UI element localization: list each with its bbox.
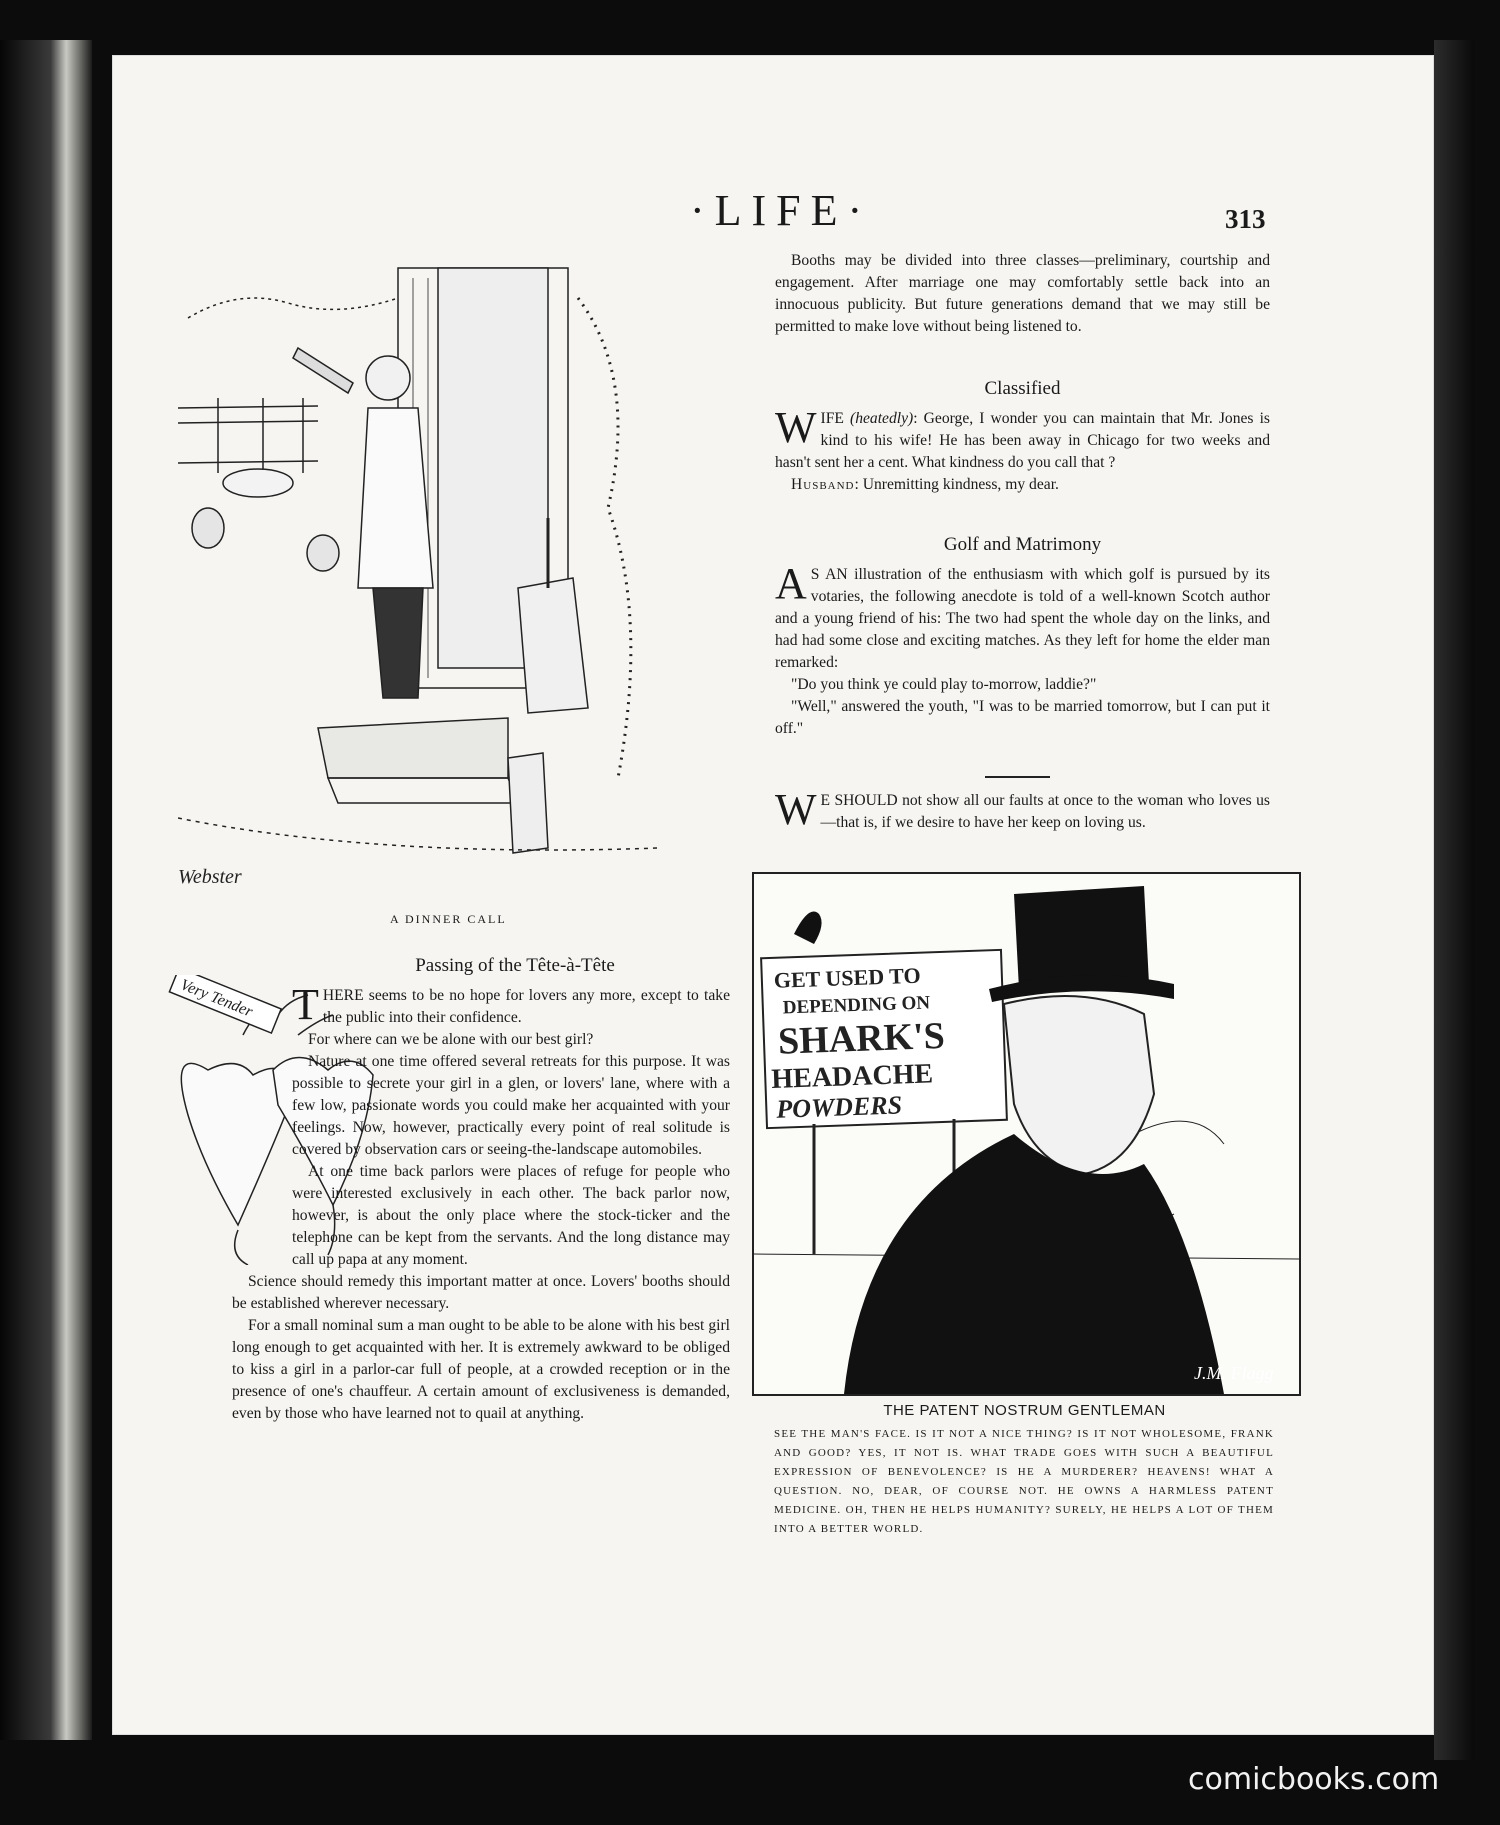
cartoon-caption-text: SEE THE MAN'S FACE. IS IT NOT A NICE THING? IS IT NOT WHOLESOME, FRANK AND GOOD? YES, IT NOT IS. WHAT TRADE GOES WITH SUCH A BEAUTIFUL EXPRESSION OF BENEVOLENCE? IS HE A MURDERER? HEAVENS! WHAT A QUESTION. NO, DEAR, OF COURSE NOT. HE OWNS A HARMLESS PATENT MEDICINE. OH, THEN HE HELPS HUMANITY? SURELY, HE HELPS A LOT OF THEM INTO A BETTER WORLD. [774, 1428, 1274, 1535]
tete-paragraph-1: THERE seems to be no hope for lovers any more, except to take the public into their confidence. [292, 980, 730, 1029]
tete-paragraph-3: Nature at one time offered several retreats for this purpose. It was possible to secrete your girl in a glen, or lovers' lane, where with a few low, passionate words you could make her acquainted with your feelings. Now, however, practically every point of real solitude is covered by observation cars or seeing-the-landscape automobiles. [292, 1053, 730, 1158]
watermark: comicbooks.com [1188, 1762, 1440, 1797]
page-number: 313 [1225, 204, 1266, 234]
sign-line-5: POWDERS [775, 1090, 903, 1124]
artist-signature: Webster [178, 866, 242, 888]
golf-paragraph-2: "Do you think ye could play to-morrow, laddie?" [791, 676, 1097, 693]
golf-paragraph-3: "Well," answered the youth, "I was to be married tomorrow, but I can put it off." [775, 698, 1270, 737]
sign-line-4: HEADACHE [770, 1058, 934, 1095]
classified-heading: Classified [984, 378, 1061, 399]
sign-line-1: GET USED TO [773, 962, 921, 993]
golf-article [775, 559, 1270, 740]
we-should-paragraph: W E SHOULD not show all our faults at once to the woman who loves us—that is, if we desire to have her keep on loving us. [775, 785, 1270, 834]
section-divider [985, 776, 1050, 778]
very-tender-tag: Very Tender [177, 976, 256, 1021]
drop-cap: W [775, 403, 817, 452]
golf-heading: Golf and Matrimony [943, 534, 1102, 555]
cartoonist-signature: J.M. Flagg [1194, 1363, 1274, 1383]
text-wrap-spacer [152, 985, 284, 1251]
sign-line-3: SHARK'S [777, 1014, 946, 1063]
page-edge [1434, 40, 1474, 1760]
patent-nostrum-cartoon [752, 872, 1301, 1396]
dinner-call-caption: A DINNER CALL [390, 912, 507, 926]
husband-line: Husband: Unremitting kindness, my dear. [791, 476, 1059, 493]
wife-line: WIFE (heatedly): George, I wonder you can maintain that Mr. Jones is kind to his wife! He has been away in Chicago for two weeks and hasn't sent her a cent. What kindness do you call that ? [775, 403, 1270, 471]
booths-paragraph: Booths may be divided into three classes—preliminary, courtship and engagement. After marriage one may comfortably settle back into an innocuous publicity. But future generations demand that we may still be permitted to make love without being listened to. [775, 252, 1270, 335]
drop-cap: A [775, 559, 807, 608]
tete-heading: Passing of the Tête-à-Tête [415, 955, 615, 976]
tete-paragraph-4: At one time back parlors were places of refuge for people who were interested exclusively in each other. The back parlor now, however, is about the only place where the stock-ticker and the telephone can be kept from the servants. And the long distance may call up papa at any moment. [292, 1163, 730, 1268]
tete-paragraph-2: For where can we be alone with our best girl? [308, 1031, 594, 1048]
drop-cap: T [292, 980, 319, 1029]
drop-cap: W [775, 785, 817, 834]
tete-article [232, 980, 730, 1425]
golf-paragraph-1: A S AN illustration of the enthusiasm with which golf is pursued by its votaries, the following anecdote is told of a well-known Scotch author and a young friend of his: The two had spent the whole day on the links, and had had some close and exciting matches. As they left for home the elder man remarked: [775, 559, 1270, 671]
dinner-call-illustration [178, 258, 678, 898]
sign-line-2: DEPENDING ON [782, 992, 931, 1019]
cartoon-title: THE PATENT NOSTRUM GENTLEMAN [883, 1402, 1166, 1419]
tete-paragraph-5: Science should remedy this important matter at once. Lovers' booths should be established wherever necessary. [232, 1273, 730, 1312]
book-binding [0, 40, 92, 1740]
masthead: ·LIFE· [690, 186, 873, 235]
tete-paragraph-6: For a small nominal sum a man ought to be able to be alone with his best girl long enough to get acquainted with her. It is extremely awkward to be obliged to kiss a girl in a parlor-car full of people, at a crowded reception or in the presence of one's chauffeur. A certain amount of exclusiveness is demanded, even by those who have learned not to quail at anything. [232, 1317, 730, 1422]
classified-article [775, 403, 1270, 496]
